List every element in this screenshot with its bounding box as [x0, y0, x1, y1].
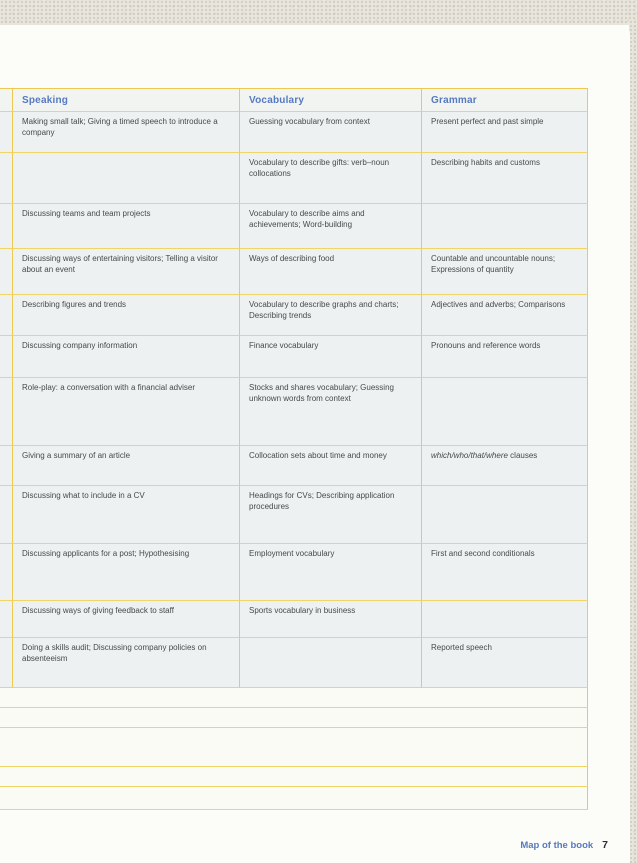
column-header-speaking: Speaking [13, 89, 240, 112]
empty-row-2 [0, 708, 588, 728]
empty-rows-section [0, 688, 588, 810]
italic-grammar-term: which/who/that/where [431, 451, 508, 460]
page-footer [520, 839, 608, 851]
cell-speaking-row-1: Making small talk; Giving a timed speech to introduce a company [13, 112, 240, 153]
cell-grammar-row-8: which/who/that/where clauses [422, 446, 588, 486]
cell-vocabulary-row-11: Sports vocabulary in business [240, 601, 422, 638]
row-10-stub-cell [0, 544, 13, 601]
cell-grammar-row-12: Reported speech [422, 638, 588, 688]
cell-grammar-row-5: Adjectives and adverbs; Comparisons [422, 295, 588, 336]
empty-row-1 [0, 688, 588, 708]
cell-speaking-row-10: Discussing applicants for a post; Hypothesising [13, 544, 240, 601]
cell-speaking-row-2 [13, 153, 240, 204]
cell-grammar-row-11 [422, 601, 588, 638]
cell-grammar-row-4: Countable and uncountable nouns; Expressions of quantity [422, 249, 588, 295]
cell-grammar-row-2: Describing habits and customs [422, 153, 588, 204]
map-of-book-table [0, 88, 588, 688]
cell-vocabulary-row-5: Vocabulary to describe graphs and charts; Describing trends [240, 295, 422, 336]
cell-vocabulary-row-8: Collocation sets about time and money [240, 446, 422, 486]
cell-grammar-row-10: First and second conditionals [422, 544, 588, 601]
row-12-stub-cell [0, 638, 13, 688]
cell-vocabulary-row-3: Vocabulary to describe aims and achievements; Word-building [240, 204, 422, 249]
cell-vocabulary-row-1: Guessing vocabulary from context [240, 112, 422, 153]
row-5-stub-cell [0, 295, 13, 336]
cell-vocabulary-row-12 [240, 638, 422, 688]
cell-speaking-row-5: Describing figures and trends [13, 295, 240, 336]
cell-grammar-row-3 [422, 204, 588, 249]
cell-grammar-row-9 [422, 486, 588, 544]
header-stub-cell [0, 89, 13, 112]
cell-vocabulary-row-10: Employment vocabulary [240, 544, 422, 601]
footer-section-label: Map of the book [520, 840, 594, 851]
cell-vocabulary-row-2: Vocabulary to describe gifts: verb–noun collocations [240, 153, 422, 204]
scan-background-right-edge [629, 20, 637, 863]
row-6-stub-cell [0, 336, 13, 378]
row-11-stub-cell [0, 601, 13, 638]
cell-grammar-row-1: Present perfect and past simple [422, 112, 588, 153]
cell-vocabulary-row-4: Ways of describing food [240, 249, 422, 295]
row-4-stub-cell [0, 249, 13, 295]
cell-vocabulary-row-9: Headings for CVs; Describing application procedures [240, 486, 422, 544]
cell-speaking-row-4: Discussing ways of entertaining visitors; Telling a visitor about an event [13, 249, 240, 295]
cell-speaking-row-9: Discussing what to include in a CV [13, 486, 240, 544]
cell-speaking-row-6: Discussing company information [13, 336, 240, 378]
row-9-stub-cell [0, 486, 13, 544]
empty-row-5 [0, 787, 588, 810]
cell-vocabulary-row-6: Finance vocabulary [240, 336, 422, 378]
cell-grammar-row-7 [422, 378, 588, 446]
row-1-stub-cell [0, 112, 13, 153]
row-8-stub-cell [0, 446, 13, 486]
empty-row-4 [0, 767, 588, 787]
row-3-stub-cell [0, 204, 13, 249]
cell-speaking-row-11: Discussing ways of giving feedback to staff [13, 601, 240, 638]
column-header-vocabulary: Vocabulary [240, 89, 422, 112]
scan-background-top [0, 0, 637, 25]
empty-row-3 [0, 728, 588, 767]
cell-speaking-row-7: Role-play: a conversation with a financial adviser [13, 378, 240, 446]
cell-vocabulary-row-7: Stocks and shares vocabulary; Guessing unknown words from context [240, 378, 422, 446]
cell-speaking-row-8: Giving a summary of an article [13, 446, 240, 486]
column-header-grammar: Grammar [422, 89, 588, 112]
row-7-stub-cell [0, 378, 13, 446]
cell-grammar-row-6: Pronouns and reference words [422, 336, 588, 378]
footer-page-number: 7 [602, 839, 608, 851]
cell-speaking-row-12: Doing a skills audit; Discussing company policies on absenteeism [13, 638, 240, 688]
cell-speaking-row-3: Discussing teams and team projects [13, 204, 240, 249]
row-2-stub-cell [0, 153, 13, 204]
